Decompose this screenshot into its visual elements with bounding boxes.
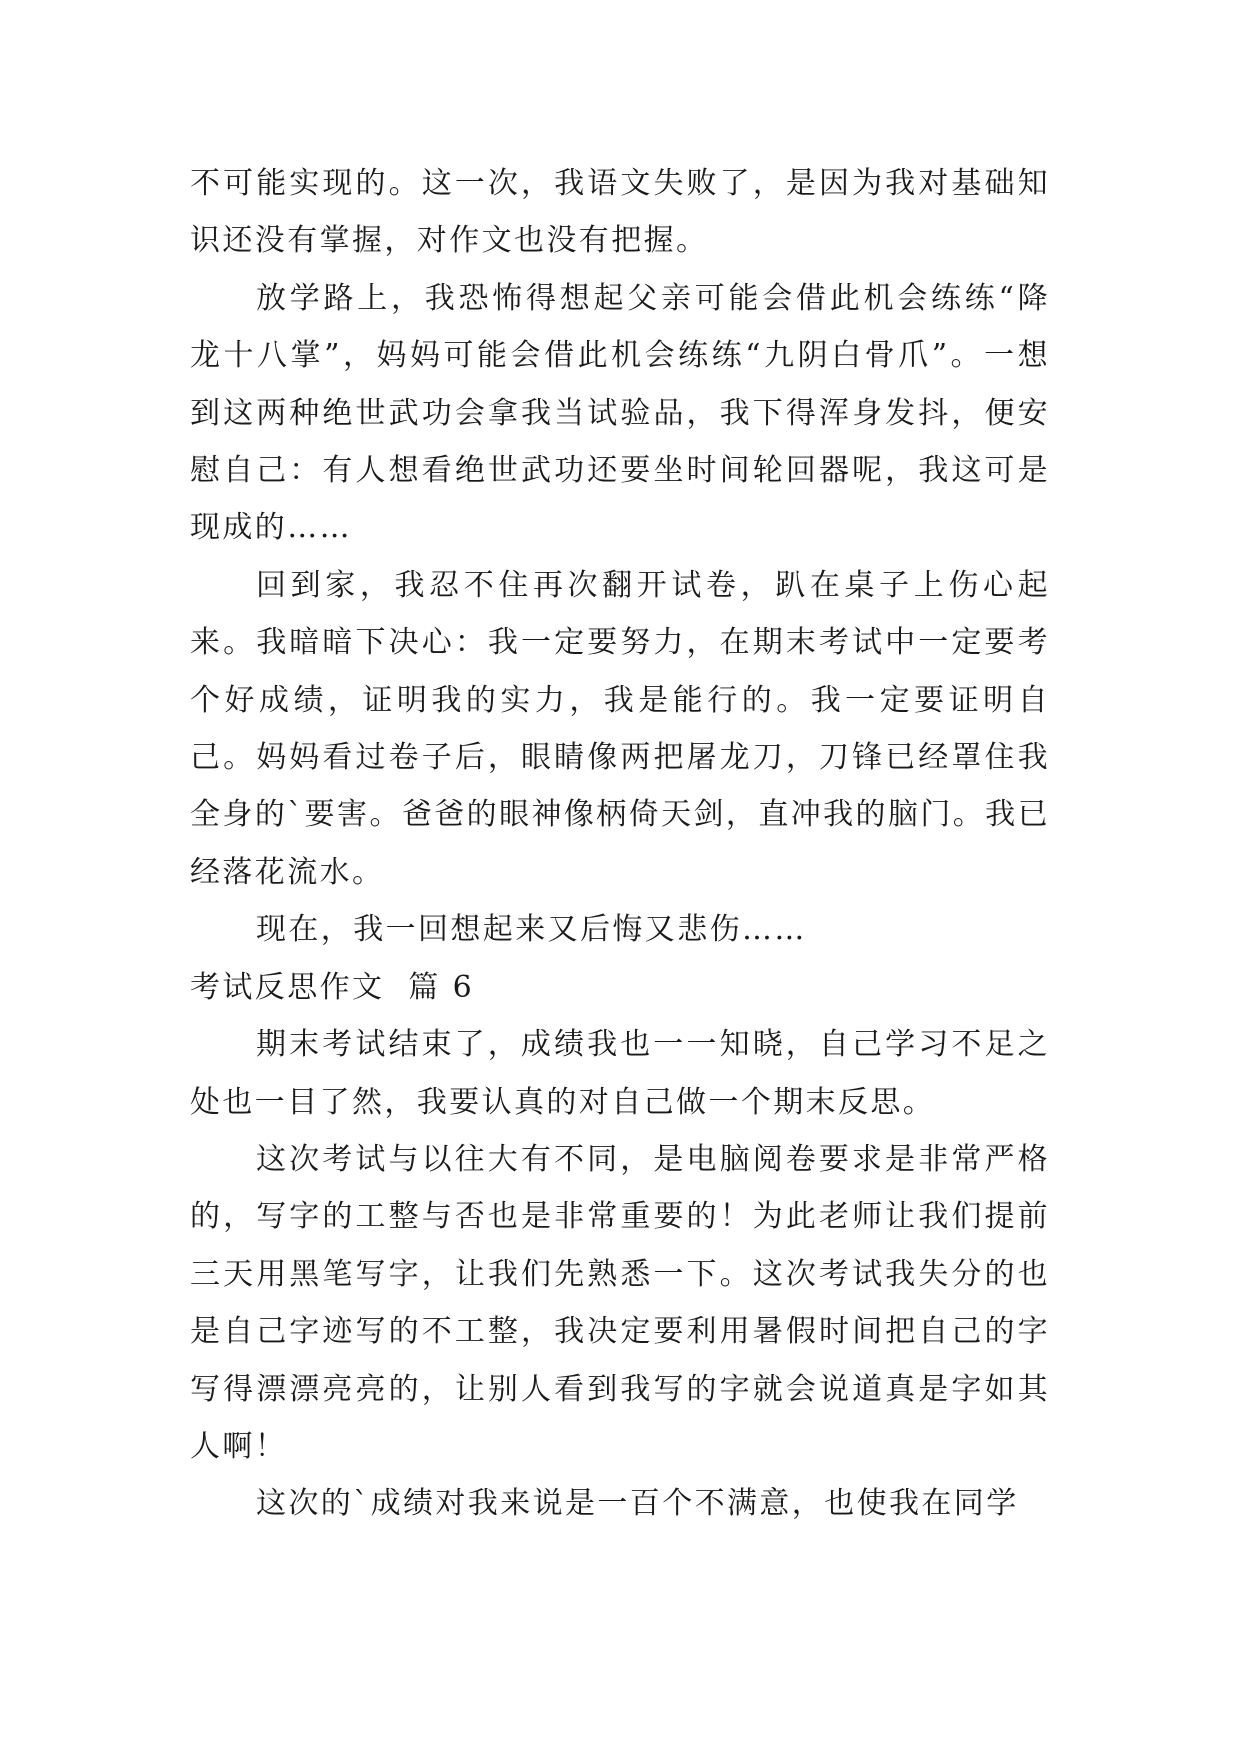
paragraph: 现在，我一回想起来又后悔又悲伤…… (256, 912, 807, 948)
paragraph: 这次考试与以往大有不同，是电脑阅卷要求是非常严格的，写字的工整与否也是非常重要的！为此老师让我们提前三天用黑笔写字，让我们先熟悉一下。这次考试我失分的也是自己字迹写的不工整，我决定要利用暑假时间把自己的字写得漂漂亮亮的，让别人看到我写的字就会说道真是字如其人啊！ (190, 1141, 1050, 1464)
paragraph: 不可能实现的。这一次，我语文失败了，是因为我对基础知识还没有掌握，对作文也没有把握。 (190, 166, 1050, 259)
paragraph: 放学路上，我恐怖得想起父亲可能会借此机会练练“降龙十八掌”，妈妈可能会借此机会练练“九阴白骨爪”。一想到这两种绝世武功会拿我当试验品，我下得浑身发抖，便安慰自己：有人想看绝世武功还要坐时间轮回器呢，我这可是现成的…… (190, 280, 1050, 546)
paragraph: 回到家，我忍不住再次翻开试卷，趴在桌子上伤心起来。我暗暗下决心：我一定要努力，在期末考试中一定要考个好成绩，证明我的实力，我是能行的。我一定要证明自己。妈妈看过卷子后，眼睛像两把屠龙刀，刀锋已经罩住我全身的`要害。爸爸的眼神像柄倚天剑，直冲我的脑门。我已经落花流水。 (190, 567, 1050, 890)
paragraph: 这次的`成绩对我来说是一百个不满意，也使我在同学 (256, 1486, 1019, 1522)
paragraph: 期末考试结束了，成绩我也一一知晓，自己学习不足之处也一目了然，我要认真的对自己做一个期末反思。 (190, 1027, 1050, 1120)
document-page (190, 155, 1050, 1533)
section-heading: 考试反思作文 篇 6 (190, 969, 475, 1005)
